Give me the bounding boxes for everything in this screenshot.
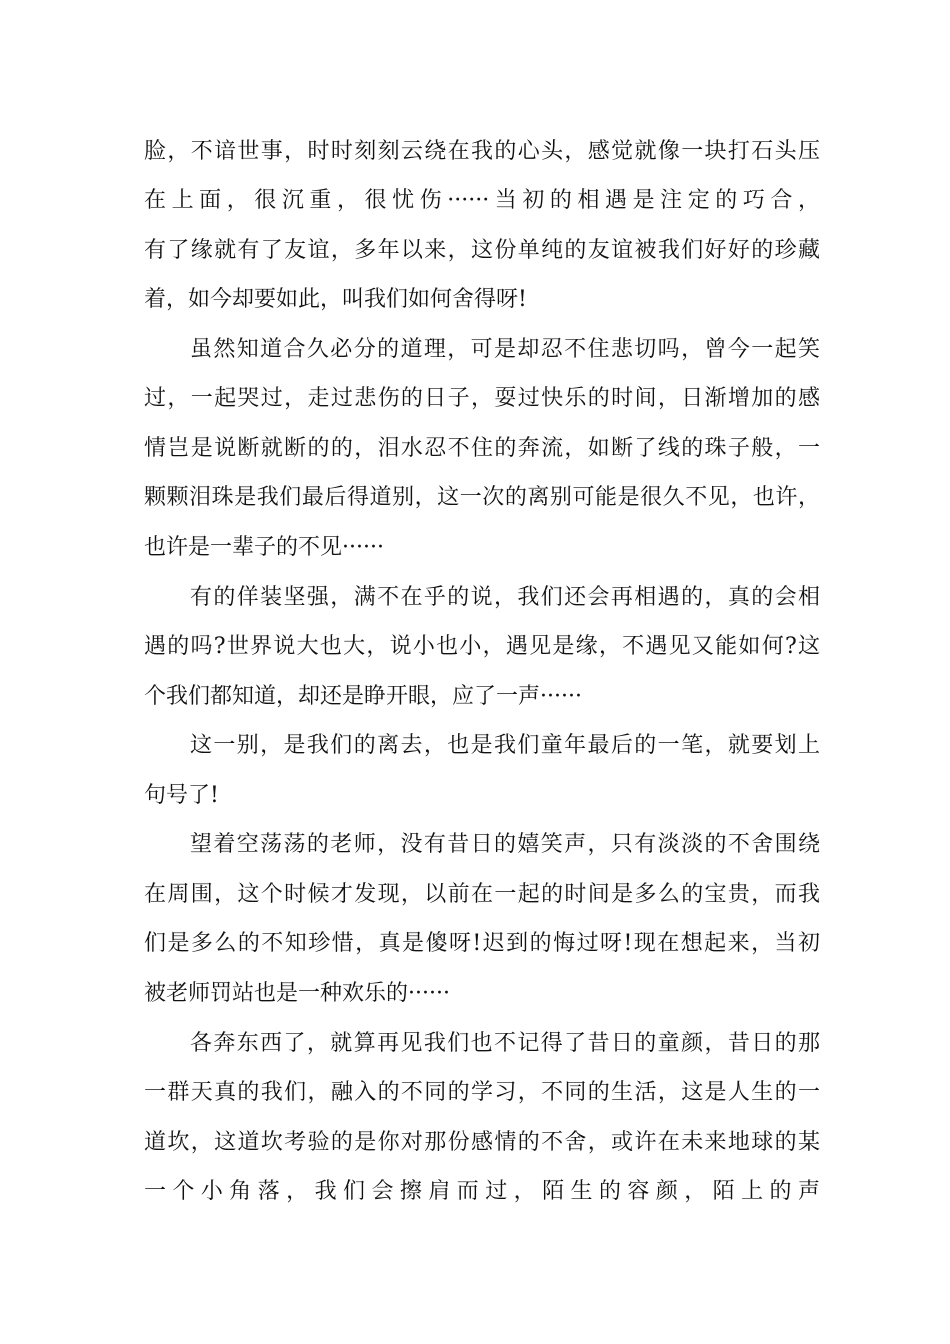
text-line: 被老师罚站也是一种欢乐的······ [144,981,450,1006]
paragraph-first-line: 各奔东西了，就算再见我们也不记得了昔日的童颜，昔日的那 [190,1031,820,1056]
paragraph-first-line: 有的佯装坚强，满不在乎的说，我们还会再相遇的，真的会相 [190,585,820,610]
text-line: 也许是一辈子的不见······ [144,535,384,560]
text-line: 遇的吗?世界说大也大，说小也小，遇见是缘，不遇见又能如何?这 [144,634,820,659]
paragraph-first-line: 虽然知道合久必分的道理，可是却忍不住悲切吗，曾今一起笑 [190,337,820,362]
text-line: 个我们都知道，却还是睁开眼，应了一声······ [144,684,582,709]
text-line: 颗颗泪珠是我们最后得道别，这一次的离别可能是很久不见，也许， [144,485,820,510]
paragraph-first-line: 这一别，是我们的离去，也是我们童年最后的一笔，就要划上 [190,733,820,758]
text-line: 脸，不谙世事，时时刻刻云绕在我的心头，感觉就像一块打石头压 [144,139,820,164]
text-line: 在周围，这个时候才发现，以前在一起的时间是多么的宝贵，而我 [144,882,820,907]
text-line: 句号了! [144,783,219,808]
text-line: 们是多么的不知珍惜，真是傻呀!迟到的悔过呀!现在想起来，当初 [144,931,820,956]
text-line: 道坎，这道坎考验的是你对那份感情的不舍，或许在未来地球的某 [144,1130,820,1155]
paragraph-first-line: 望着空荡荡的老师，没有昔日的嬉笑声，只有淡淡的不舍围绕 [190,832,820,857]
text-line: 着，如今却要如此，叫我们如何舍得呀! [144,287,527,312]
text-line: 过，一起哭过，走过悲伤的日子，耍过快乐的时间，日渐增加的感 [144,386,820,411]
text-line: 一群天真的我们，融入的不同的学习，不同的生活，这是人生的一 [144,1080,820,1105]
text-line: 情岂是说断就断的的，泪水忍不住的奔流，如断了线的珠子般，一 [144,436,820,461]
text-line: 在上面，很沉重，很忧伤······当初的相遇是注定的巧合， [144,188,820,213]
text-line: 一个小角落，我们会擦肩而过，陌生的容颜，陌上的声 [144,1179,820,1204]
text-line: 有了缘就有了友谊，多年以来，这份单纯的友谊被我们好好的珍藏 [144,238,820,263]
